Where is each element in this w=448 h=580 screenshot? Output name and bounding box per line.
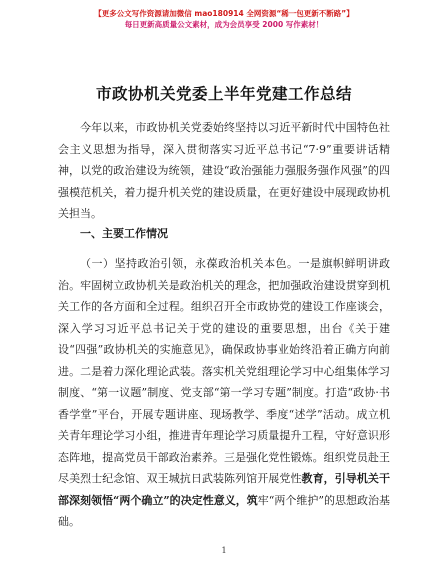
document-title: 市政协机关党委上半年党建工作总结: [95, 84, 352, 103]
section-heading: 一、主要工作情况: [80, 227, 168, 240]
work-paragraph: [58, 253, 390, 533]
page-number: 1: [221, 546, 227, 555]
banner-line-2: 每日更新高质量公文素材，成为会员享受 2000 写作素材！: [124, 20, 324, 29]
work-paragraph-main: （一）坚持政治引领，永葆政治机关本色。一是旗帜鲜明讲政治。牢固树立政协机关是政治机关的理念，把加强政治建设贯穿到机关工作的各方面和全过程。组织召开全市政协党的建设工作座谈会，深入学习习近平总书记关于党的建设的重要思想，出台《关于建设“四强”政协机关的实施意见》，确保政协事业始终沿着正确方向前进。二是着力深化理论武装。落实机关党组理论学习中心组集体学习制度、“第一议题”制度、党支部“第一学习专题”制度。打造“政协·书香学堂”平台，开展专题讲座、现场教学、季度“述学”活动。成立机关青年理论学习小组，推进青年理论学习质量提升工程，守好意识形态阵地，提高党员干部政治素养。三是强化党性锻炼。组织党员赴王尽美烈士纪念馆、双王城抗日武装陈列馆开展党性: [58, 257, 390, 485]
promo-banner: [0, 8, 448, 30]
work-paragraph-text: [58, 253, 390, 533]
work-paragraph-emphasis: 教育，引导机关干部深刻领悟“两个确立”的决定性意义，筑: [58, 472, 390, 507]
banner-line-1: 【更多公文写作资源请加微信 mao180914 全网资源“稀一包更新不断路”】: [94, 9, 354, 18]
intro-paragraph: [58, 117, 390, 225]
work-paragraph-tail: 牢“两个维护”的思想政治基础。: [58, 493, 391, 528]
intro-text: 今年以来，市政协机关党委始终坚持以习近平新时代中国特色社会主义思想为指导，深入贯彻落实习近平总书记“7·9”重要讲话精神，以党的政治建设为统领，建设“政治强能力强服务强作风强”的四强模范机关，着力提升机关党的建设质量，在更好建设中展现政协机关担当。: [58, 121, 390, 220]
